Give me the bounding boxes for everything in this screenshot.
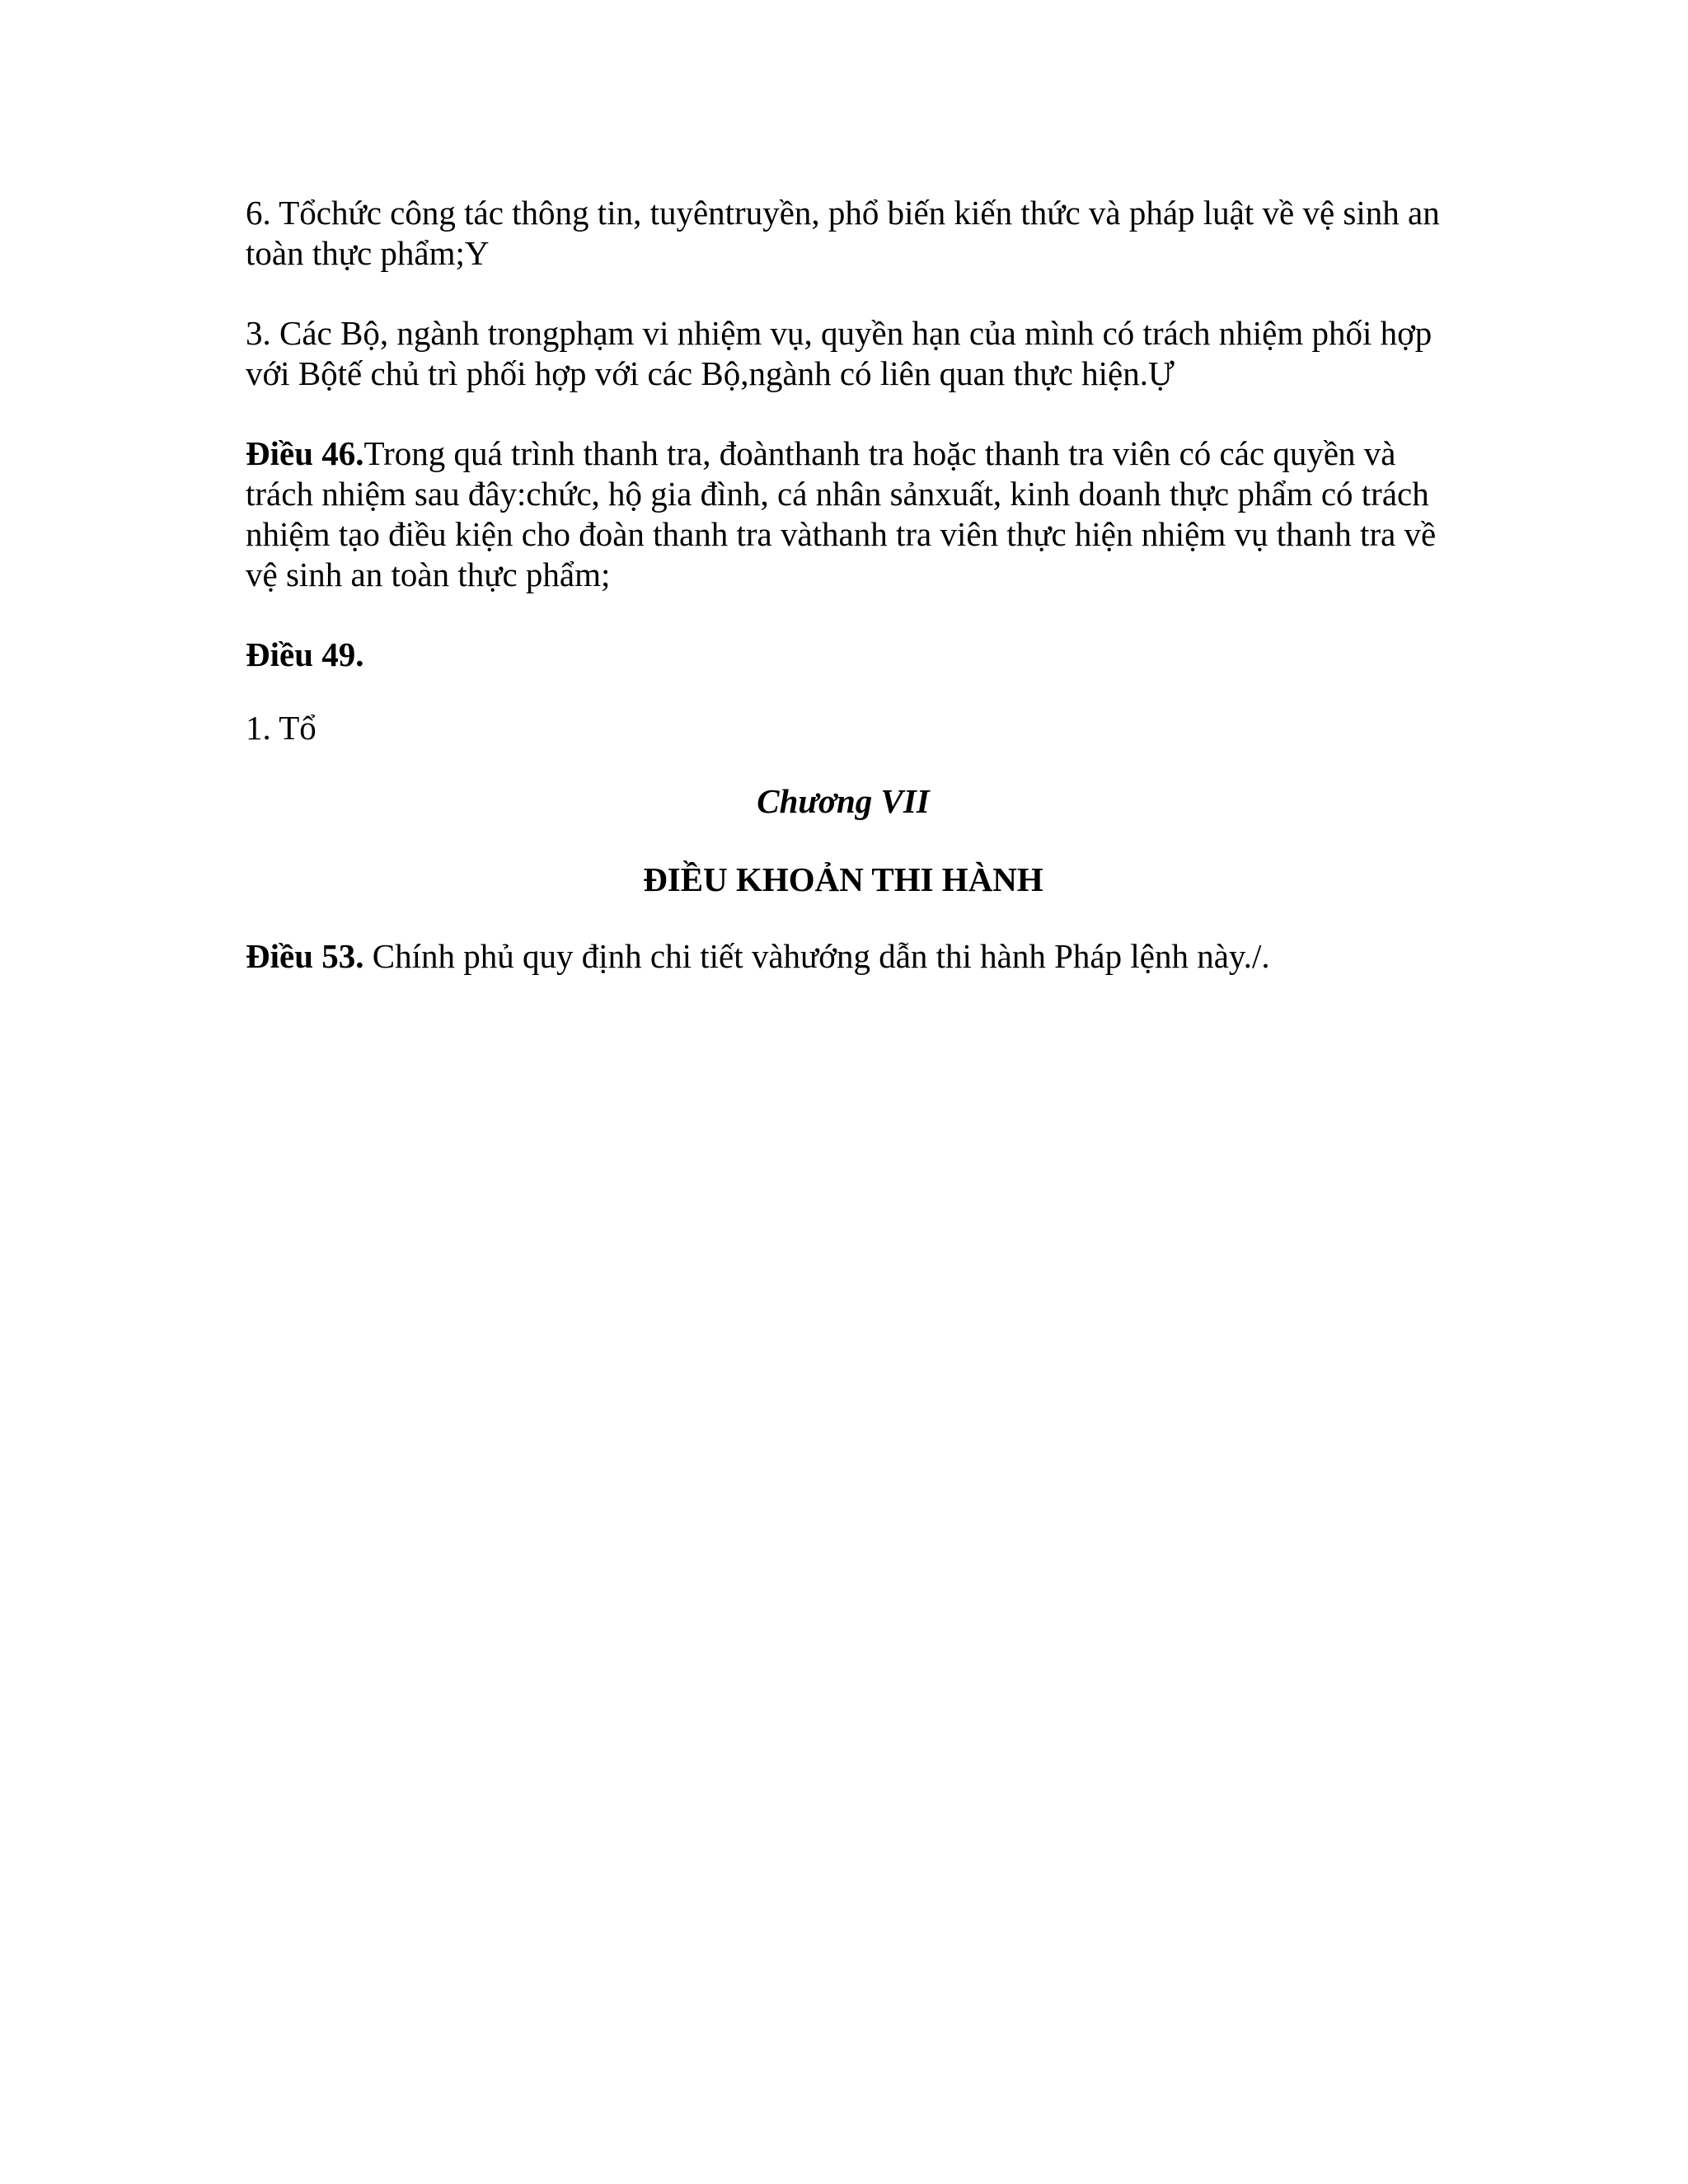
article-46 (246, 434, 1441, 595)
chapter-title: ĐIỀU KHOẢN THI HÀNH (643, 860, 1043, 898)
article-53 (246, 936, 1441, 977)
article-49-label: Điều 49. (246, 635, 364, 673)
article-49-heading (246, 635, 1441, 675)
paragraph-item-3: 3. Các Bộ, ngành trongphạm vi nhiệm vụ, quyền hạn của mình có trách nhiệm phối hợp với Bộtế chủ trì phối hợp với các Bộ,ngành có liên quan thực hiện.Ự (246, 314, 1432, 392)
article-46-text: Trong quá trình thanh tra, đoànthanh tra hoặc thanh tra viên có các quyền và trách nhiệm sau đây:chức, hộ gia đình, cá nhân sảnxuất, kinh doanh thực phẩm có trách nhiệm tạo điều kiện cho đoàn thanh tra vàthanh tra viên thực hiện nhiệm vụ thanh tra về vệ sinh an toàn thực phẩm; (246, 434, 1437, 593)
article-49-item-1: 1. Tổ (246, 709, 316, 747)
paragraph-item-6: 6. Tổchức công tác thông tin, tuyêntruyền, phổ biến kiến thức và pháp luật về vệ sinh an toàn thực phẩm;Y (246, 194, 1440, 272)
article-53-label: Điều 53. (246, 937, 364, 975)
document-body (246, 193, 1441, 1016)
article-46-label: Điều 46. (246, 434, 364, 472)
chapter-number: Chương VII (757, 782, 930, 820)
article-53-text: Chính phủ quy định chi tiết vàhướng dẫn thi hành Pháp lệnh này./. (363, 937, 1270, 975)
